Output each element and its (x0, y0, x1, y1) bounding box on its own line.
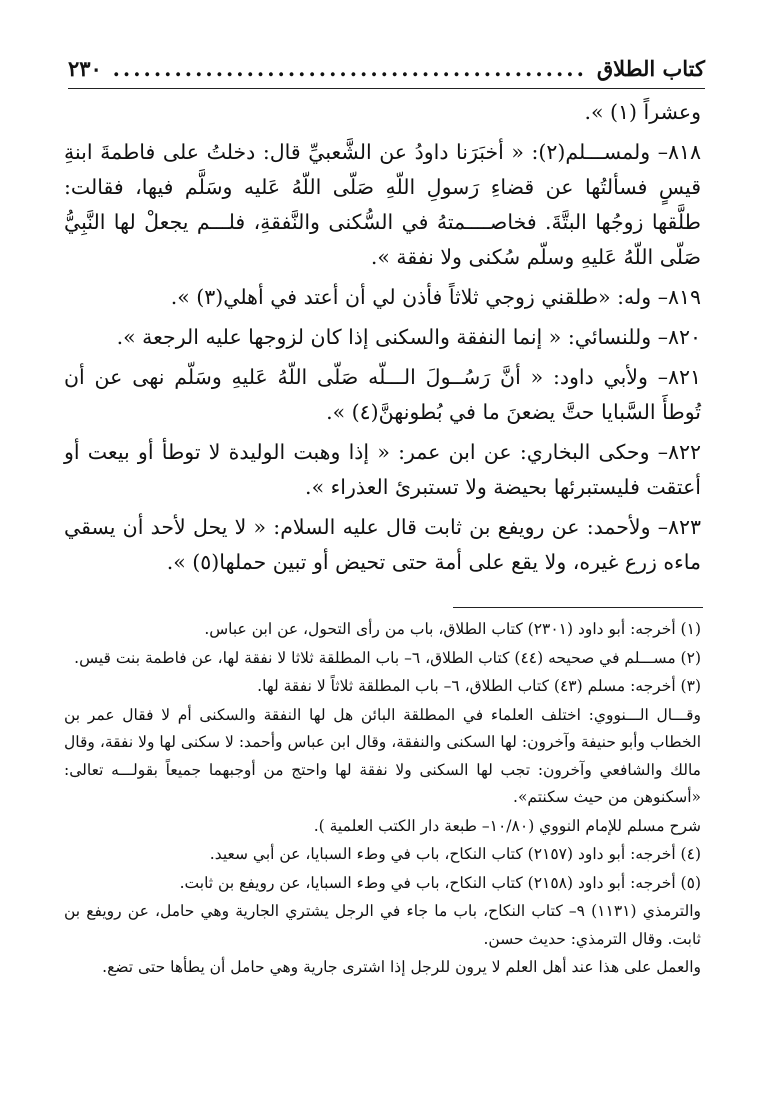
footnote-3-source: شرح مسلم للإمام النووي (١٠/٨٠– طبعة دار الكتب العلمية ). (313, 816, 701, 835)
hadith-818: ٨١٨– ولمســـلم(٢): « أخبَرَنا داودُ عن الشَّعبيِّ قال: دخلتُ على فاطمةَ ابنةِ قيسٍ فسألتُها عن قضاءِ رَسولِ اللّهِ صَلّى اللّهُ عَليه وسَلَّم فيها، فقالت: طلَّقها زوجُها البتَّةَ. فخاصــــمتهُ في السُّكنى والنَّفقةِ، فلـــم يجعلْ لها النَّبِيُّ صَلّى اللّهُ عَليهِ وسلّم سُكنى ولا نفقة ». (64, 140, 701, 269)
paragraph: وعشراً (١) ». (584, 100, 701, 124)
footnote-5: (٥) أخرجه: أبو داود (٢١٥٨) كتاب النكاح، باب في وطء السبايا، عن رويفع بن ثابت. (179, 873, 701, 892)
hadith-822: ٨٢٢– وحكى البخاري: عن ابن عمر: « إذا وهبت الوليدة لا توطأ أو بيعت أو أعتقت فليستبرئها بحيضة ولا تستبرئ العذراء ». (64, 440, 701, 499)
footnote-5-tirmidhi: والترمذي (١١٣١) ٩– كتاب النكاح، باب ما جاء في الرجل يشتري الجارية وهي حامل، عن رويفع بن ثابت. وقال الترمذي: حديث حسن. (64, 902, 702, 948)
hadith-821: ٨٢١– ولأبي داود: « أنَّ رَسُــولَ الـــلّه صَلّى اللّهُ عَليهِ وسَلّم نهى عن أن تُوطأَ السَّبايا حتَّ يضعنَ ما في بُطونهنَّ(٤) ». (64, 365, 701, 424)
footnotes (64, 616, 701, 983)
footnote-3-commentary: وقـــال الـــنووي: اختلف العلماء في المطلقة البائن هل لها النفقة والسكنى أم لا فقال عمر بن الخطاب وأبو حنيفة وآخرون: لها السكنى والنفقة، وقال ابن عباس وأحمد: لا سكنى لها ولا نفقة، وقال مالك والشافعي وآخرون: تجب لها السكنى ولا نفقة لها واحتج من أوجبهما جميعاً بقولـــه تعالى: «أسكنوهن من حيث سكنتم». (64, 705, 701, 806)
chapter-title: كتاب الطلاق (596, 55, 705, 81)
footnote-1: (١) أخرجه: أبو داود (٢٣٠١) كتاب الطلاق، باب من رأى التحول، عن ابن عباس. (204, 620, 701, 638)
hadith-823: ٨٢٣– ولأحمد: عن رويفع بن ثابت قال عليه السلام: « لا يحل لأحد أن يسقي ماءه زرع غيره، ولا يقع على أمة حتى تحيض أو تبين حملها(٥) ». (64, 515, 701, 574)
main-text (64, 95, 701, 585)
page-number: ٢٣٠ (68, 55, 102, 81)
hadith-820: ٨٢٠– وللنسائي: « إنما النفقة والسكنى إذا كان لزوجها عليه الرجعة ». (116, 325, 701, 349)
footnote-4: (٤) أخرجه: أبو داود (٢١٥٧) كتاب النكاح، باب في وطء السبايا، عن أبي سعيد. (209, 845, 701, 863)
footnote-3: (٣) أخرجه: مسلم (٤٣) كتاب الطلاق، ٦– باب المطلقة ثلاثاً لا نفقة لها. (257, 677, 701, 695)
footnote-divider (453, 607, 703, 608)
hadith-819: ٨١٩– وله: «طلقني زوجي ثلاثاً فأذن لي أن أعتد في أهلي(٣) ». (170, 285, 701, 309)
footnote-2: (٢) مســـلم في صحيحه (٤٤) كتاب الطلاق، ٦– باب المطلقة ثلاثا لا نفقة لها، عن فاطمة بنت قيس. (74, 648, 701, 667)
footnote-5-note: والعمل على هذا عند أهل العلم لا يرون للرجل إذا اشترى جارية وهي حامل أن يطأها حتى تضع. (102, 958, 701, 976)
running-header (68, 48, 705, 89)
leader-dots (112, 56, 587, 81)
